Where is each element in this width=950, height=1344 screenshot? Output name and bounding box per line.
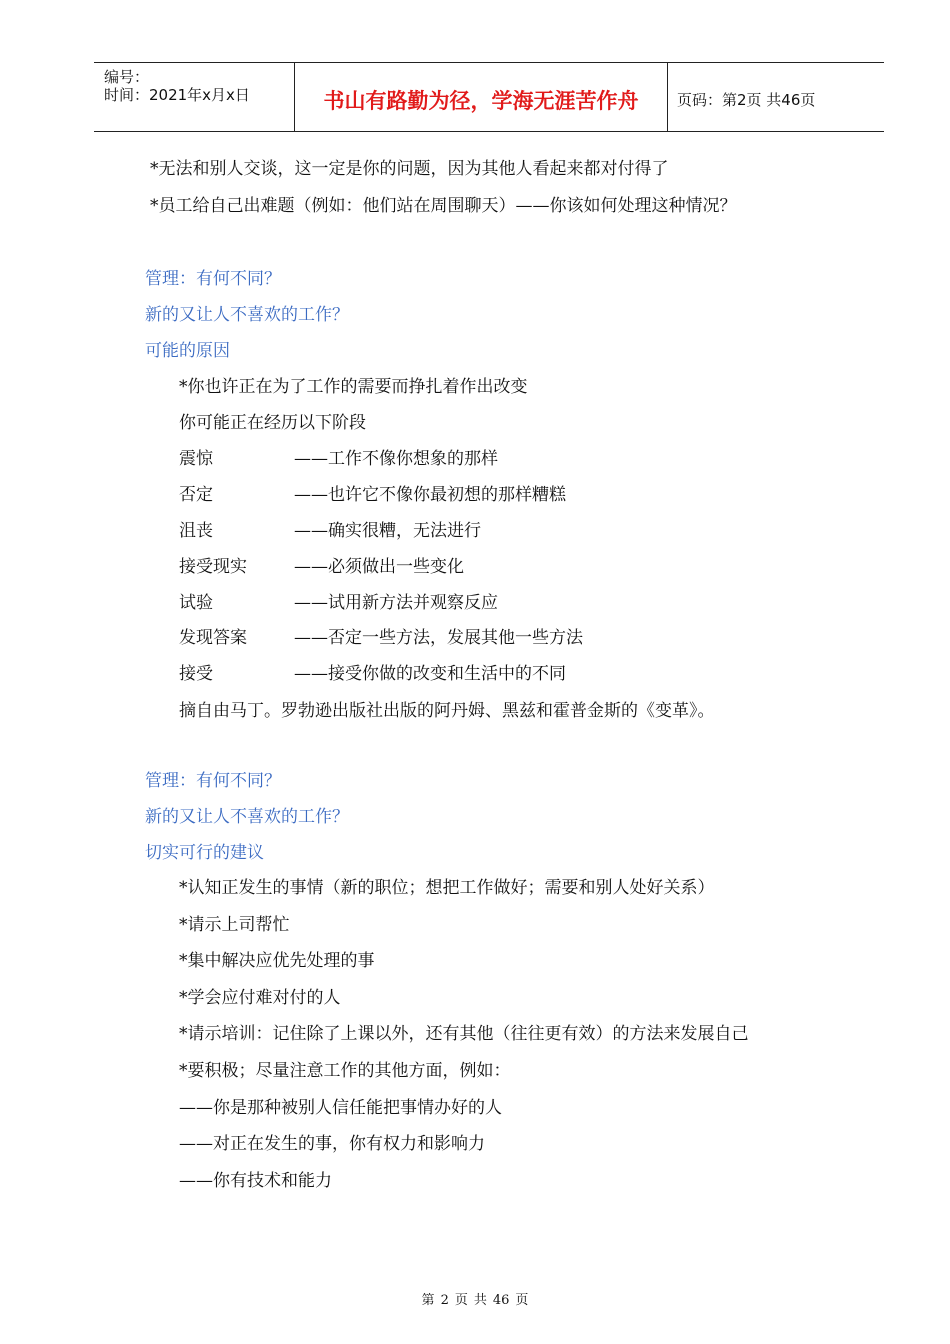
header-motto: 书山有路勤为径，学海无涯苦作舟 bbox=[323, 89, 639, 113]
section-heading: 新的又让人不喜欢的工作？ bbox=[145, 807, 349, 827]
footer-total-pages: 46 bbox=[492, 1293, 510, 1308]
stage-desc: ——否定一些方法，发展其他一些方法 bbox=[294, 628, 583, 648]
suggestion-subitem: ——对正在发生的事，你有权力和影响力 bbox=[179, 1134, 485, 1154]
suggestion-subitem: ——你有技术和能力 bbox=[179, 1171, 332, 1191]
stage-desc: ——也许它不像你最初想的那样糟糕 bbox=[294, 485, 566, 505]
stage-row bbox=[179, 592, 498, 614]
page-header bbox=[94, 62, 884, 132]
section-subheading: 可能的原因 bbox=[145, 341, 230, 361]
source-citation: 摘自由马丁。罗勃逊出版社出版的阿丹姆、黑兹和霍普金斯的《变革》。 bbox=[179, 701, 715, 721]
section-heading: 管理：有何不同？ bbox=[145, 771, 281, 791]
stage-term: 接受 bbox=[179, 664, 213, 684]
intro-line: *员工给自己出难题（例如：他们站在周围聊天）——你该如何处理这种情况？ bbox=[150, 196, 737, 216]
suggestion-subitem: ——你是那种被别人信任能把事情办好的人 bbox=[179, 1098, 502, 1118]
section-heading: 管理：有何不同？ bbox=[145, 269, 281, 289]
section-heading: 新的又让人不喜欢的工作？ bbox=[145, 305, 349, 325]
stage-term: 发现答案 bbox=[179, 628, 247, 648]
stage-desc: ——接受你做的改变和生活中的不同 bbox=[294, 664, 566, 684]
footer-ye2: 页 bbox=[515, 1293, 529, 1308]
section-subheading: 切实可行的建议 bbox=[145, 843, 264, 863]
body-line: *你也许正在为了工作的需要而挣扎着作出改变 bbox=[179, 377, 528, 397]
stage-term: 震惊 bbox=[179, 449, 213, 469]
stage-row bbox=[179, 448, 498, 470]
suggestion-item: *学会应付难对付的人 bbox=[179, 988, 341, 1008]
header-meta-cell bbox=[94, 63, 295, 131]
doc-id-label: 编号： bbox=[104, 68, 150, 86]
stage-row bbox=[179, 520, 481, 542]
header-motto-cell bbox=[295, 63, 668, 131]
suggestion-item: *要积极；尽量注意工作的其他方面，例如： bbox=[179, 1061, 511, 1081]
stage-term: 试验 bbox=[179, 593, 213, 613]
footer-ye: 页 bbox=[454, 1293, 468, 1308]
footer-di: 第 bbox=[421, 1293, 435, 1308]
suggestion-item: *集中解决应优先处理的事 bbox=[179, 951, 375, 971]
suggestion-item: *认知正发生的事情（新的职位；想把工作做好；需要和别人处好关系） bbox=[179, 878, 715, 898]
header-page-cell bbox=[668, 63, 884, 131]
stage-row bbox=[179, 663, 566, 685]
suggestion-item: *请示上司帮忙 bbox=[179, 915, 290, 935]
stage-desc: ——工作不像你想象的那样 bbox=[294, 449, 498, 469]
intro-line: *无法和别人交谈，这一定是你的问题，因为其他人看起来都对付得了 bbox=[150, 159, 669, 179]
stage-desc: ——必须做出一些变化 bbox=[294, 557, 464, 577]
stage-row bbox=[179, 556, 464, 578]
footer-page-number: 2 bbox=[440, 1293, 449, 1308]
footer-gong: 共 bbox=[473, 1293, 487, 1308]
suggestion-item: *请示培训：记住除了上课以外，还有其他（往往更有效）的方法来发展自己 bbox=[179, 1024, 749, 1044]
doc-date-label: 时间：2021年x月x日 bbox=[104, 86, 250, 104]
page-footer bbox=[0, 1289, 950, 1308]
stage-row bbox=[179, 484, 566, 506]
stage-term: 接受现实 bbox=[179, 557, 247, 577]
header-page-number: 页码：第2页 共46页 bbox=[677, 91, 816, 109]
stage-desc: ——试用新方法并观察反应 bbox=[294, 593, 498, 613]
stage-term: 否定 bbox=[179, 485, 213, 505]
stage-desc: ——确实很糟，无法进行 bbox=[294, 521, 481, 541]
stage-row bbox=[179, 627, 583, 649]
body-line: 你可能正在经历以下阶段 bbox=[179, 413, 366, 433]
stage-term: 沮丧 bbox=[179, 521, 213, 541]
